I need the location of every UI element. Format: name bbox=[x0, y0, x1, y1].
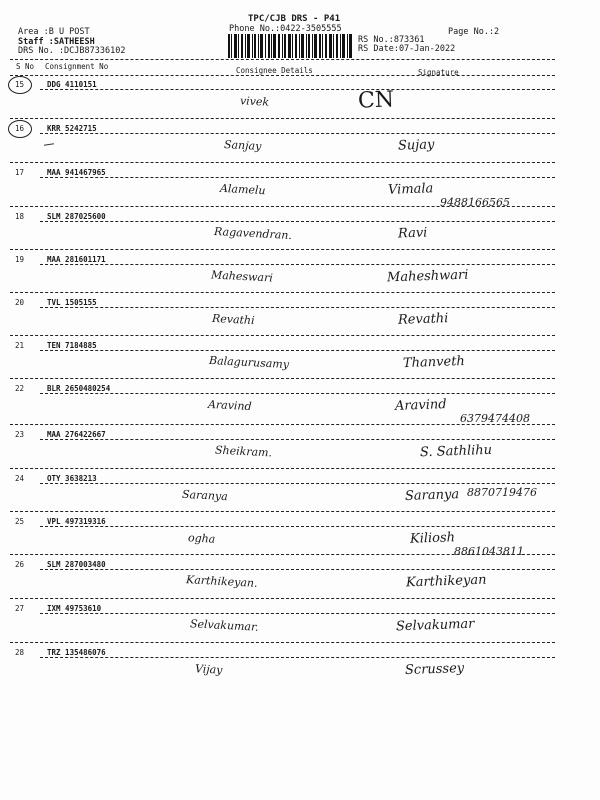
consignee-name: Selvakumar. bbox=[189, 617, 259, 634]
row-sno: 17 bbox=[15, 168, 25, 177]
consignee-name: Aravind bbox=[207, 397, 252, 414]
row-rule bbox=[40, 393, 555, 394]
consignee-name: vivek bbox=[239, 94, 270, 109]
consignment-number: MAA 276422667 bbox=[47, 430, 106, 439]
phone-note: 8870719476 bbox=[467, 486, 537, 499]
consignee-name: Alamelu bbox=[219, 181, 266, 198]
staff-label: Staff :SATHEESH bbox=[18, 37, 95, 47]
row-sno: 18 bbox=[15, 212, 25, 221]
consignment-number: VPL 497319316 bbox=[47, 517, 106, 526]
row-rule bbox=[40, 526, 555, 527]
rs-date: RS Date:07-Jan-2022 bbox=[358, 44, 456, 54]
row-separator bbox=[10, 468, 555, 469]
row-sno: 22 bbox=[15, 384, 25, 393]
consignee-name: Balagurusamy bbox=[208, 353, 290, 372]
row-rule bbox=[40, 569, 555, 570]
row-rule bbox=[40, 89, 555, 90]
row-rule bbox=[40, 264, 555, 265]
consignment-number: IXM 49753610 bbox=[47, 604, 102, 613]
page-number: Page No.:2 bbox=[448, 27, 500, 37]
phone-number: Phone No.:0422-3505555 bbox=[229, 24, 342, 34]
row-sno: 21 bbox=[15, 341, 25, 350]
col-sno-header: S No bbox=[16, 62, 35, 71]
row-separator bbox=[10, 162, 555, 163]
rs-number: RS No.:873361 bbox=[358, 35, 425, 45]
consignee-name: Karthikeyan. bbox=[185, 573, 258, 590]
consignment-number: TVL 1505155 bbox=[47, 298, 97, 307]
recipient-signature: Maheshwari bbox=[386, 267, 469, 286]
recipient-signature: Kiliosh bbox=[409, 530, 456, 547]
recipient-signature: Sujay bbox=[397, 137, 435, 154]
recipient-signature: Thanveth bbox=[402, 353, 466, 372]
row-separator bbox=[10, 511, 555, 512]
recipient-signature: Scrussey bbox=[404, 660, 465, 679]
recipient-signature: Vimala bbox=[387, 181, 434, 198]
row-sno: 25 bbox=[15, 517, 25, 526]
header-top-rule bbox=[10, 59, 555, 60]
row-sno: 26 bbox=[15, 560, 25, 569]
row-sno: 24 bbox=[15, 474, 25, 483]
barcode-image bbox=[228, 34, 353, 58]
row-number-circle bbox=[8, 76, 32, 94]
consignment-number: MAA 281601171 bbox=[47, 255, 106, 264]
row-sno: 27 bbox=[15, 604, 25, 613]
drs-number: DRS No. :DCJB87336102 bbox=[18, 46, 126, 56]
row-rule bbox=[40, 483, 555, 484]
consignee-name: Maheswari bbox=[210, 268, 274, 285]
recipient-signature: Karthikeyan bbox=[405, 572, 487, 591]
row-rule bbox=[40, 177, 555, 178]
row-rule bbox=[40, 307, 555, 308]
recipient-signature: Ravi bbox=[397, 225, 428, 242]
consignee-name: Sheikram. bbox=[214, 443, 273, 460]
row-separator bbox=[10, 642, 555, 643]
consignee-name: Vijay bbox=[194, 662, 223, 677]
recipient-signature: S. Sathlihu bbox=[419, 442, 493, 461]
row-rule bbox=[40, 221, 555, 222]
row-separator bbox=[10, 554, 555, 555]
page-title: TPC/CJB DRS - P41 bbox=[248, 14, 341, 24]
phone-note: 8861043811 bbox=[454, 545, 524, 558]
consignment-number: SLM 287003480 bbox=[47, 560, 106, 569]
consignment-number: BLR 2650480254 bbox=[47, 384, 111, 393]
row-separator bbox=[10, 292, 555, 293]
consignee-name: ogha bbox=[187, 531, 216, 546]
row-rule bbox=[40, 439, 555, 440]
row-separator bbox=[10, 598, 555, 599]
row-separator bbox=[10, 206, 555, 207]
consignment-number: MAA 941467965 bbox=[47, 168, 106, 177]
recipient-signature: Revathi bbox=[397, 311, 449, 328]
area-label: Area :B U POST bbox=[18, 27, 90, 37]
row-sno: 16 bbox=[15, 124, 25, 133]
row-separator bbox=[10, 335, 555, 336]
consignee-name: Sanjay bbox=[223, 138, 262, 153]
consignee-name: Revathi bbox=[211, 311, 255, 328]
col-consignment-header: Consignment No bbox=[45, 62, 109, 71]
row-separator bbox=[10, 424, 555, 425]
recipient-signature: Selvakumar bbox=[395, 616, 475, 635]
consignment-number: KRR 5242715 bbox=[47, 124, 97, 133]
row-rule bbox=[40, 613, 555, 614]
consignment-number: DDG 4110151 bbox=[47, 80, 97, 89]
row-separator bbox=[10, 118, 555, 119]
phone-note: 6379474408 bbox=[460, 412, 530, 425]
pen-mark bbox=[44, 143, 54, 145]
consignment-number: OTY 3638213 bbox=[47, 474, 97, 483]
recipient-signature: Saranya bbox=[404, 487, 460, 504]
barcode-graphic bbox=[228, 34, 353, 58]
recipient-signature: CN bbox=[357, 87, 395, 114]
row-rule bbox=[40, 133, 555, 134]
phone-note: 9488166565 bbox=[440, 196, 510, 209]
col-consignee-header: Consignee Details bbox=[236, 66, 313, 75]
row-rule bbox=[40, 657, 555, 658]
row-sno: 19 bbox=[15, 255, 25, 264]
row-sno: 20 bbox=[15, 298, 25, 307]
row-sno: 15 bbox=[15, 80, 25, 89]
row-separator bbox=[10, 378, 555, 379]
row-sno: 28 bbox=[15, 648, 25, 657]
consignment-number: TEN 7184885 bbox=[47, 341, 97, 350]
consignment-number: SLM 287025600 bbox=[47, 212, 106, 221]
consignee-name: Saranya bbox=[181, 487, 229, 504]
consignee-name: Ragavendran. bbox=[213, 224, 293, 243]
row-number-circle bbox=[8, 120, 32, 138]
row-separator bbox=[10, 249, 555, 250]
row-rule bbox=[40, 350, 555, 351]
consignment-number: TRZ 135486076 bbox=[47, 648, 106, 657]
recipient-signature: Aravind bbox=[394, 397, 447, 414]
row-sno: 23 bbox=[15, 430, 25, 439]
header-bottom-rule bbox=[10, 75, 555, 76]
col-signature-header: Signature bbox=[418, 68, 459, 77]
